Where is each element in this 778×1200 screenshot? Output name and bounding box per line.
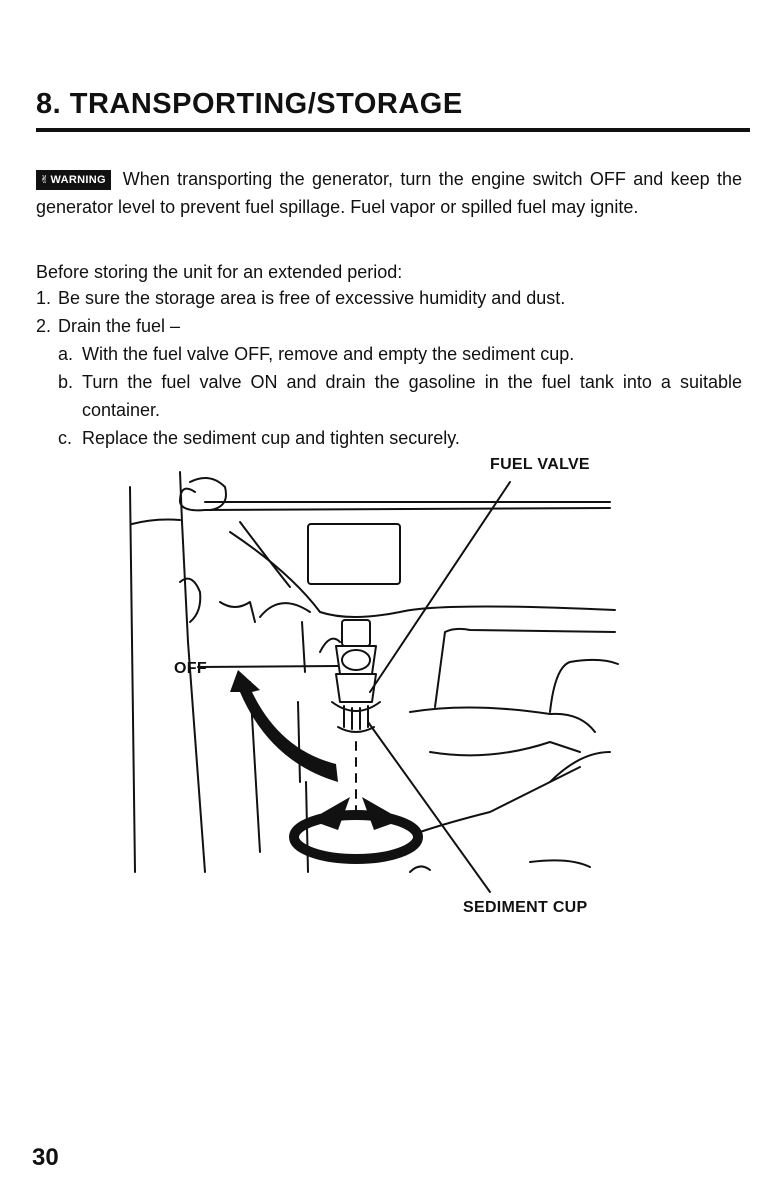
substep-text: With the fuel valve OFF, remove and empty the sediment cup. — [82, 344, 575, 364]
warning-badge — [36, 170, 111, 190]
step-item — [36, 284, 742, 312]
warning-badge-label: WARNING — [50, 174, 106, 186]
substep-letter: c. — [58, 428, 73, 448]
step-text: Drain the fuel – — [58, 316, 181, 336]
substep-item — [58, 368, 742, 424]
page-number: 30 — [32, 1144, 59, 1171]
warning-paragraph — [36, 165, 742, 221]
off-label: OFF — [174, 660, 207, 677]
substep-letter: a. — [58, 344, 74, 364]
substep-text: Turn the fuel valve ON and drain the gasoline in the fuel tank into a suitable container. — [82, 372, 742, 420]
title-rule — [36, 128, 750, 132]
fuel-valve-label: FUEL VALVE — [490, 456, 590, 473]
substeps-list — [36, 340, 742, 452]
storage-intro: Before storing the unit for an extended period: — [36, 262, 403, 282]
fuel-valve-illustration — [110, 452, 630, 932]
storage-steps — [36, 284, 742, 452]
warning-text: When transporting the generator, turn the engine switch OFF and keep the generator level to prevent fuel spillage. Fuel vapor or spilled fuel may ignite. — [36, 169, 742, 217]
substep-letter: b. — [58, 372, 74, 392]
step-item — [36, 312, 742, 452]
step-text: Be sure the storage area is free of excessive humidity and dust. — [58, 288, 566, 308]
step-number: 1. — [36, 288, 52, 308]
substep-item — [58, 424, 742, 452]
sediment-cup-label: SEDIMENT CUP — [463, 899, 588, 916]
page-title: 8. TRANSPORTING/STORAGE — [36, 88, 463, 120]
fuel-valve-figure — [110, 452, 630, 932]
substep-item — [58, 340, 742, 368]
step-number: 2. — [36, 316, 52, 336]
substep-text: Replace the sediment cup and tighten securely. — [82, 428, 460, 448]
warning-hand-icon: ✌ — [40, 174, 50, 186]
